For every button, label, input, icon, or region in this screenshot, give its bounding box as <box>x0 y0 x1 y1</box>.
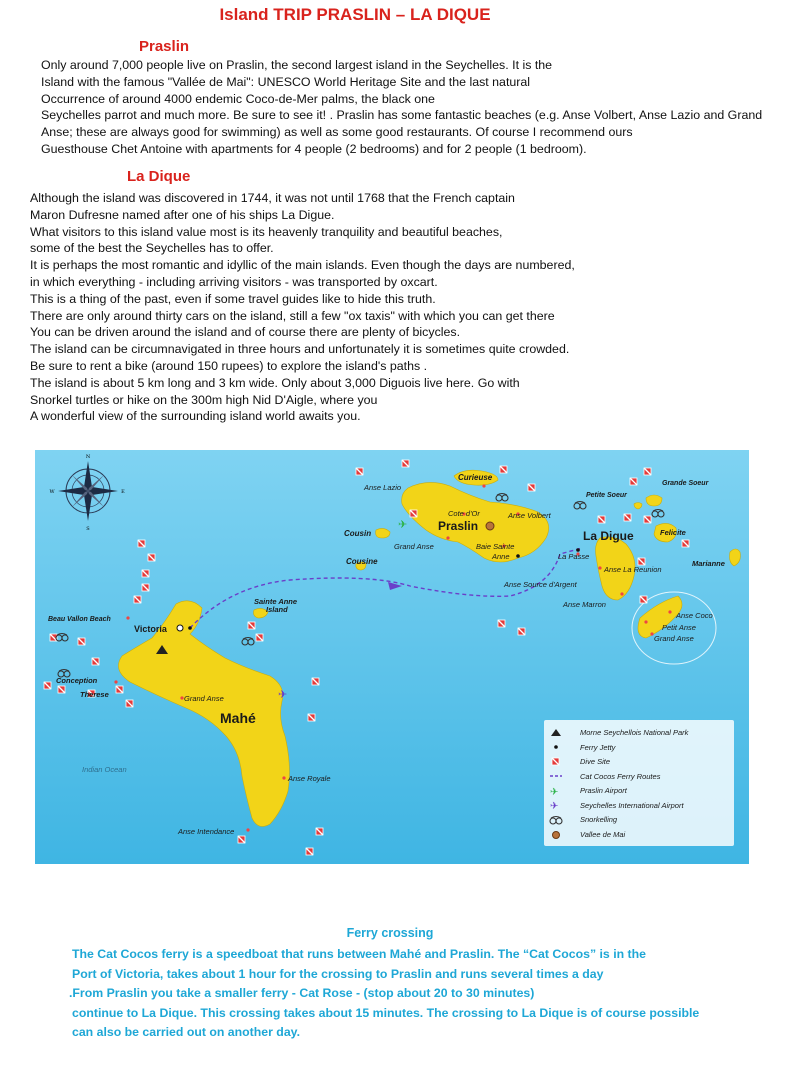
dive-site-icon <box>552 758 559 765</box>
label-therese: Therese <box>80 690 109 699</box>
legend-label: Seychelles International Airport <box>580 801 684 810</box>
international-airport-icon: ✈ <box>550 801 559 812</box>
label-cousine: Cousine <box>346 557 378 566</box>
label-cote-dor: Cote d'Or <box>448 509 480 518</box>
text-line: Only around 7,000 people live on Praslin, the second largest island in the Seychelles. It is the <box>41 58 553 72</box>
grande-soeur-island <box>646 495 662 506</box>
label-felicite: Felicite <box>660 528 686 537</box>
label-anse-marron: Anse Marron <box>563 600 606 609</box>
vallee-de-mai-icon <box>553 832 560 839</box>
map-legend <box>544 720 734 846</box>
label-victoria: Victoria <box>134 624 167 634</box>
praslin-airport-icon: ✈ <box>398 519 408 531</box>
text-line: The Cat Cocos ferry is a speedboat that runs between Mahé and Praslin. The “Cat Cocos” is in the <box>72 947 646 961</box>
praslin-text <box>41 57 762 158</box>
label-curieuse: Curieuse <box>458 473 493 482</box>
label-grand-anse-ladigue: Grand Anse <box>654 634 694 643</box>
label-la-passe: La Passe <box>558 552 590 561</box>
label-grande-soeur: Grande Soeur <box>662 480 709 487</box>
legend-label: Morne Seychellois National Park <box>580 728 689 737</box>
label-cousin: Cousin <box>344 529 372 538</box>
legend-label: Praslin Airport <box>580 786 627 795</box>
ladique-text <box>30 190 575 425</box>
label-baie-sainte-anne: Baie Sainte <box>476 542 515 551</box>
legend-label: Snorkelling <box>580 815 618 824</box>
text-line: continue to La Dique. This crossing takes about 15 minutes. The crossing to La Dique is of course possible <box>72 1005 700 1020</box>
victoria-jetty-icon <box>177 625 183 631</box>
label-sainte-anne-island: Island <box>266 605 288 614</box>
label-beau-vallon: Beau Vallon Beach <box>48 616 111 623</box>
text-line: It is perhaps the most romantic and idyllic of the main islands. Even though the days are numbered, <box>30 258 575 273</box>
compass-n: N <box>85 454 91 460</box>
label-anse-royale: Anse Royale <box>288 774 331 783</box>
label-grand-anse-praslin: Grand Anse <box>394 542 434 551</box>
label-conception: Conception <box>56 676 98 685</box>
text-line: Island with the famous "Vallée de Mai": UNESCO World Heritage Site and the last natural <box>41 74 531 89</box>
label-anse-volbert: Anse Volbert <box>508 511 551 520</box>
label-sainte-anne: Sainte Anne <box>254 597 298 606</box>
ferry-jetty-icon <box>188 626 192 630</box>
ferry-jetty-icon <box>554 745 558 749</box>
text-line: You can be driven around the island and of course there are plenty of bicycles. <box>30 325 461 340</box>
praslin-airport-icon: ✈ <box>550 787 559 798</box>
text-line: Snorkel turtles or hike on the 300m high Nid D'Aigle, where you <box>30 392 378 407</box>
praslin-heading: Praslin <box>139 38 190 55</box>
international-airport-icon: ✈ <box>278 689 288 701</box>
label-grand-anse-mahe: Grand Anse <box>184 694 224 703</box>
text-line: Guesthouse Chet Antoine with apartments for 4 people (2 bedrooms) and for 2 people (1 bedroom). <box>41 141 587 156</box>
ferry-text <box>69 945 700 1043</box>
text-line: The island can be circumnavigated in three hours and unfortunately it is sometimes quite crowded. <box>30 342 570 357</box>
label-praslin: Praslin <box>438 519 479 533</box>
text-line: some of the best the Seychelles has to offer. <box>30 241 274 256</box>
legend-label: Vallee de Mai <box>580 830 626 839</box>
text-line: Be sure to rent a bike (around 150 rupees) to explore the island's paths . <box>30 358 428 373</box>
seychelles-map <box>30 446 754 867</box>
label-indian-ocean: Indian Ocean <box>82 765 127 774</box>
label-la-digue: La Digue <box>583 529 634 543</box>
text-line: can also be carried out on another day. <box>72 1025 301 1039</box>
text-line: This is a thing of the past, even if some travel guides like to hide this truth. <box>30 291 436 306</box>
text-line: A wonderful view of the surrounding island world awaits you. <box>30 409 361 424</box>
label-petite-soeur: Petite Soeur <box>586 492 627 499</box>
text-line: What visitors to this island value most is its heavenly tranquility and beautiful beaches, <box>30 224 503 239</box>
text-line: Seychelles parrot and much more. Be sure to see it! . Praslin has some fantastic beaches (e.g. Anse Volbert, Anse Lazio and Grand <box>41 108 763 123</box>
legend-label: Ferry Jetty <box>580 743 616 752</box>
vallee-de-mai-icon <box>486 522 494 530</box>
ferry-jetty-icon <box>516 554 520 558</box>
label-marianne: Marianne <box>692 559 725 568</box>
label-anse-intendance: Anse Intendance <box>178 827 235 836</box>
text-line: Occurrence of around 4000 endemic Coco-de-Mer palms, the black one <box>41 91 435 106</box>
label-baie-sainte-anne-2: Anne <box>492 552 510 561</box>
label-anse-reunion: Anse La Reunion <box>604 565 662 574</box>
compass-e: E <box>121 489 125 495</box>
text-line: .From Praslin you take a smaller ferry - Cat Rose - (stop about 20 to 30 minutes) <box>69 986 535 1000</box>
ladique-heading: La Dique <box>127 168 191 185</box>
text-line: Anse; these are always good for swimming) as well as some good restaurants. Of course I recommend ours <box>41 125 633 140</box>
label-anse-coco: Anse Coco <box>676 611 713 620</box>
text-line: Although the island was discovered in 1744, it was not until 1768 that the French captain <box>30 191 515 205</box>
legend-label: Dive Site <box>580 757 611 766</box>
text-line: The island is about 5 km long and 3 km wide. Only about 3,000 Diguois live here. Go with <box>30 375 520 390</box>
label-mahe: Mahé <box>220 710 256 726</box>
label-petit-anse: Petit Anse <box>662 623 696 632</box>
compass-s: S <box>86 526 90 532</box>
text-line: in which everything - including arriving visitors - was transported by oxcart. <box>30 274 438 289</box>
text-line: Port of Victoria, takes about 1 hour for the crossing to Praslin and runs several times a day <box>72 966 604 981</box>
label-anse-source: Anse Source d'Argent <box>504 580 577 589</box>
ferry-heading: Ferry crossing <box>346 926 434 940</box>
legend-label: Cat Cocos Ferry Routes <box>580 772 661 781</box>
text-line: There are only around thirty cars on the island, still a few "ox taxis" with which you can get there <box>30 308 555 323</box>
text-line: Maron Dufresne named after one of his ships La Digue. <box>30 207 335 222</box>
page-title: Island TRIP PRASLIN – LA DIQUE <box>219 5 491 24</box>
label-anse-lazio: Anse Lazio <box>364 483 402 492</box>
compass-w: W <box>49 489 55 495</box>
